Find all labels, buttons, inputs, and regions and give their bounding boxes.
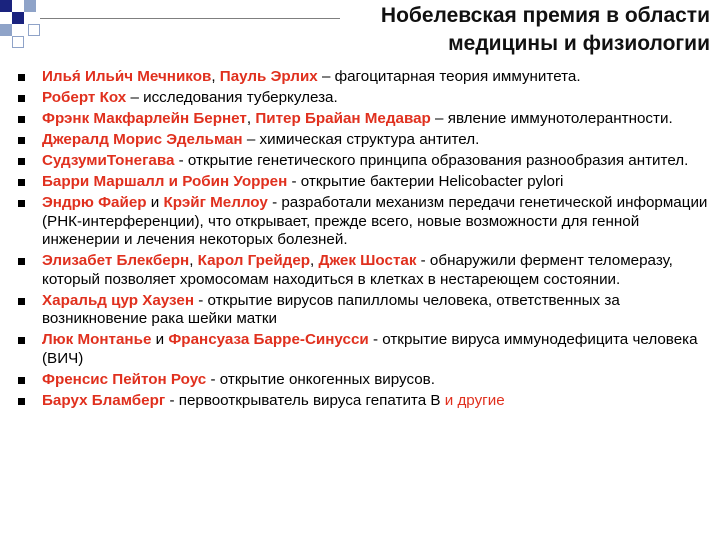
- laureate-name: Фрэнк Макфарлейн Бернет: [42, 109, 247, 127]
- list-item: [18, 89, 708, 108]
- discovery-text: - открытие вирусов папилломы человека, ответственных за возникновение рака шейки матки: [42, 291, 620, 328]
- separator-text: ,: [246, 109, 256, 127]
- square-bullet-icon: [18, 258, 25, 265]
- decor-square: [12, 12, 24, 24]
- separator-text: ,: [211, 68, 220, 85]
- square-bullet-icon: [18, 116, 25, 123]
- discovery-text: - обнаружили фермент теломеразу, который позволяет хромосомам находиться в клетках в нестареющем состоянии.: [42, 252, 673, 288]
- discovery-text: - разработали механизм передачи генетической информации (РНК-интерференции), что открывает, прежде всего, новые возможности для генной инженерии и лечения некоторых болезней.: [42, 193, 708, 249]
- list-item: [18, 331, 708, 368]
- square-bullet-icon: [18, 200, 25, 207]
- square-bullet-icon: [18, 158, 25, 165]
- square-bullet-icon: [18, 95, 25, 102]
- discovery-text: - открытие генетического принципа образования разнообразия антител.: [174, 151, 689, 169]
- decor-square: [24, 0, 36, 12]
- laureate-name: Питер Брайан Медавар: [255, 109, 431, 127]
- discovery-text: – химическая структура антител.: [242, 130, 480, 148]
- discovery-text: – явление иммунотолерантности.: [430, 109, 673, 127]
- square-bullet-icon: [18, 298, 25, 305]
- separator-text: ,: [310, 252, 319, 270]
- discovery-text: – исследования туберкулеза.: [126, 88, 338, 106]
- laureate-name: Джек Шостак: [318, 252, 417, 270]
- list-item: [18, 194, 708, 250]
- slide-title-line-1: Нобелевская премия в области: [380, 4, 710, 27]
- laureate-name: Роберт Кох: [42, 88, 127, 106]
- laureate-name: Барри Маршалл и Робин Уоррен: [42, 172, 288, 190]
- decor-square: [0, 0, 12, 12]
- square-bullet-icon: [18, 377, 25, 384]
- list-item: [18, 131, 708, 150]
- laureate-name: Карол Грейдер: [197, 252, 311, 270]
- list-item: [18, 252, 708, 289]
- laureate-name: Барух Бламберг: [42, 391, 166, 409]
- separator-text: ,: [189, 252, 198, 270]
- laureate-name: Илья́ Ильи́ч Мечников: [42, 68, 212, 85]
- decor-square-outline: [12, 36, 24, 48]
- slide-title-line-2: медицины и физиологии: [448, 32, 710, 55]
- others-text: и другие: [444, 391, 505, 409]
- laureate-name: Джералд Морис Эдельман: [42, 130, 243, 148]
- square-bullet-icon: [18, 74, 25, 81]
- laureate-list: [18, 68, 708, 413]
- decor-square-outline: [28, 24, 40, 36]
- square-bullet-icon: [18, 137, 25, 144]
- laureate-name: Пауль Эрлих: [219, 68, 318, 85]
- square-bullet-icon: [18, 179, 25, 186]
- laureate-name: Люк Монтанье: [42, 331, 152, 349]
- square-bullet-icon: [18, 398, 25, 405]
- list-item: [18, 110, 708, 129]
- square-bullet-icon: [18, 337, 25, 344]
- laureate-name: Харальд цур Хаузен: [42, 291, 195, 309]
- laureate-name: Элизабет Блекберн: [42, 252, 190, 270]
- list-item: [18, 68, 708, 87]
- discovery-text: - открытие вируса иммунодефицита человека (ВИЧ): [42, 331, 698, 367]
- laureate-name: Крэйг Меллоу: [163, 193, 268, 211]
- discovery-text: - открытие бактерии Helicobacter pylori: [287, 172, 564, 190]
- list-item: [18, 371, 708, 390]
- laureate-name: Франсуаза Барре-Синусси: [168, 331, 369, 349]
- list-item: [18, 392, 708, 411]
- discovery-text: - первооткрыватель вируса гепатита В: [165, 391, 445, 409]
- discovery-text: – фагоцитарная теория иммунитета.: [317, 68, 581, 85]
- laureate-name: СудзумиТонегава: [42, 151, 175, 169]
- discovery-text: - открытие онкогенных вирусов.: [206, 370, 435, 388]
- laureate-name: Эндрю Файер: [42, 193, 147, 211]
- separator-text: и: [151, 331, 169, 349]
- list-item: [18, 152, 708, 171]
- laureate-name: Френсис Пейтон Роус: [42, 370, 207, 388]
- slide-title: [381, 2, 710, 58]
- decor-square: [0, 24, 12, 36]
- header-divider: [40, 18, 340, 19]
- separator-text: и: [146, 193, 164, 211]
- list-item: [18, 292, 708, 329]
- list-item: [18, 173, 708, 192]
